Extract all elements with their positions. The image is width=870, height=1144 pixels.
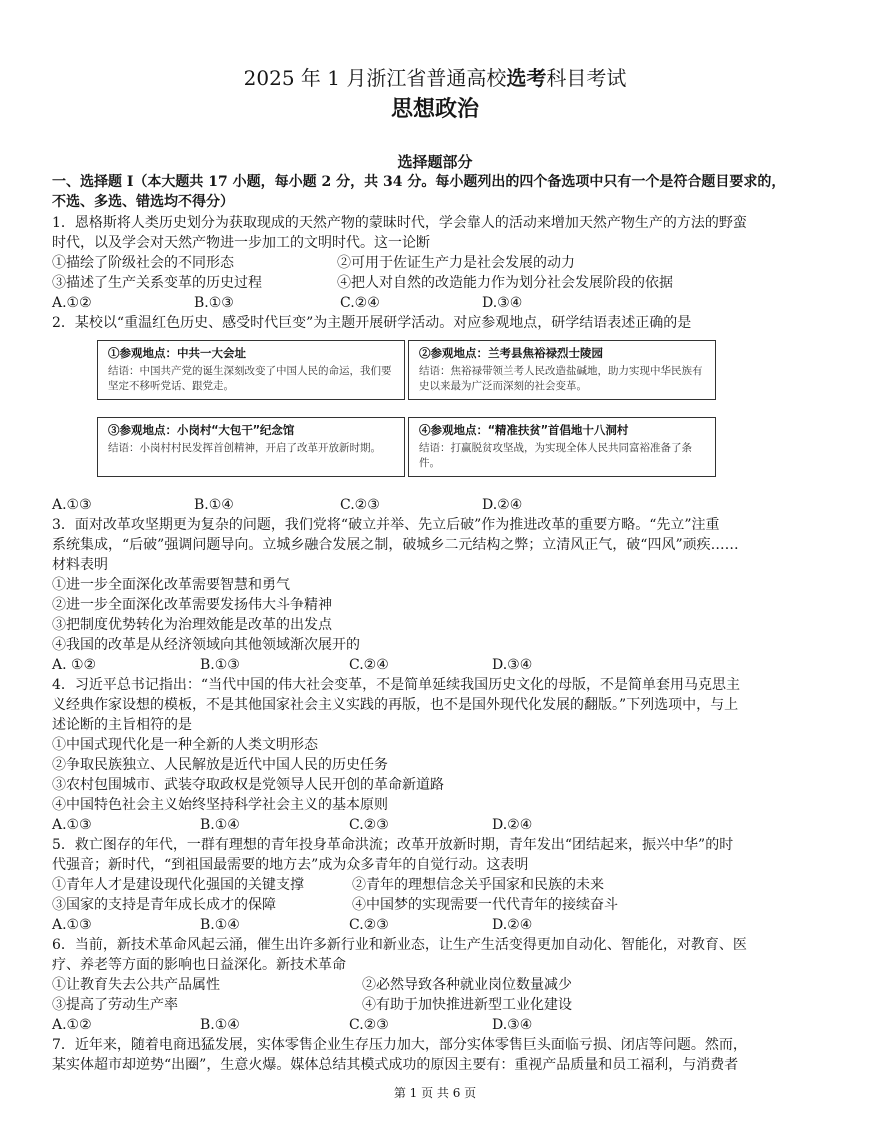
q4-choice-b: B.①④: [200, 817, 240, 833]
q6-statements-row-1: [52, 975, 832, 995]
q2-stem: 2．某校以“重温红色历史、感受时代巨变”为主题开展研学活动。对应参观地点，研学结语表述正确的是: [52, 315, 692, 331]
q4-choice-c: C.②③: [349, 817, 389, 833]
q2-choice-b: B.①④: [194, 497, 234, 513]
q6-statement-4: ④有助于加快推进新型工业化建设: [362, 997, 572, 1013]
q6-statements-row-2: [52, 995, 832, 1015]
q6-choices: [52, 1015, 832, 1035]
q3-stem-1: 3．面对改革攻坚期更为复杂的问题，我们党将“破立并举、先立后破”作为推进改革的重要方略。“先立”注重: [52, 517, 720, 533]
q5-choice-d: D.②④: [492, 917, 533, 933]
q4-stem-1: 4．习近平总书记指出：“当代中国的伟大社会变革，不是简单延续我国历史文化的母版，不是简单套用马克思主: [52, 677, 741, 693]
q1-stem-1: 1．恩格斯将人类历史划分为获取现成的天然产物的蒙昧时代，学会靠人的活动来增加天然产物生产的方法的野蛮: [52, 215, 747, 231]
q5-statements-row-1: [52, 875, 832, 895]
q6-choice-c: C.②③: [349, 1017, 389, 1033]
q2-card-1-title: ①参观地点：中共一大会址: [108, 346, 246, 360]
q1-statements-row-2: [52, 273, 832, 293]
q6-statement-3: ③提高了劳动生产率: [52, 997, 178, 1013]
q5-statements-row-2: [52, 895, 832, 915]
q2-card-4: [408, 417, 716, 477]
q2-choice-a: A.①③: [52, 497, 92, 513]
q6-stem-1: 6．当前，新技术革命风起云涌，催生出许多新行业和新业态，让生产生活变得更加自动化、智能化，对教育、医: [52, 937, 747, 953]
q4-statement-2: ②争取民族独立、人民解放是近代中国人民的历史任务: [52, 757, 388, 773]
q5-statement-2: ②青年的理想信念关乎国家和民族的未来: [352, 877, 604, 893]
q1-stem-2: 时代，以及学会对天然产物进一步加工的文明时代。这一论断: [52, 235, 430, 251]
q5-statement-4: ④中国梦的实现需要一代代青年的接续奋斗: [352, 897, 618, 913]
q4-choices: [52, 815, 832, 835]
q5-choices: [52, 915, 832, 935]
q4-stem-2: 义经典作家设想的模板，不是其他国家社会主义实践的再版，也不是国外现代化发展的翻版。”下列选项中，与上: [52, 697, 739, 713]
q2-choice-c: C.②③: [340, 497, 380, 513]
q2-card-2-title: ②参观地点：兰考县焦裕禄烈士陵园: [419, 346, 603, 360]
q2-card-4-title: ④参观地点：“精准扶贫”首倡地十八洞村: [419, 423, 629, 437]
q6-stem-2: 疗、养老等方面的影响也日益深化。新技术革命: [52, 957, 346, 973]
q2-card-3: [97, 417, 405, 477]
subject-title: 思想政治: [390, 96, 479, 122]
q4-choice-d: D.②④: [492, 817, 533, 833]
q5-choice-c: C.②③: [349, 917, 389, 933]
q3-stem-3: 材料表明: [52, 557, 108, 573]
exam-title: [0, 62, 870, 91]
q3-statement-2: ②进一步全面深化改革需要发扬伟大斗争精神: [52, 597, 332, 613]
q3-choice-d: D.③④: [492, 657, 533, 673]
q5-stem-1: 5．救亡图存的年代，一群有理想的青年投身革命洪流；改革开放新时期，青年发出“团结起来，振兴中华”的时: [52, 837, 734, 853]
q2-choices: [52, 495, 832, 515]
q3-choice-b: B.①③: [200, 657, 240, 673]
q2-card-3-title: ③参观地点：小岗村“大包干”纪念馆: [108, 423, 295, 437]
q3-choice-a: A. ①②: [52, 657, 97, 673]
q3-statement-1: ①进一步全面深化改革需要智慧和勇气: [52, 577, 290, 593]
q1-choice-c: C.②④: [340, 295, 380, 311]
q3-statement-4: ④我国的改革是从经济领域向其他领域渐次展开的: [52, 637, 360, 653]
q2-card-4-text: 结语：打赢脱贫攻坚战，为实现全体人民共同富裕准备了条件。: [419, 442, 692, 469]
q1-choice-a: A.①②: [52, 295, 92, 311]
q1-statement-1: ①描绘了阶级社会的不同形态: [52, 255, 234, 271]
exam-title-bold: 选考: [506, 66, 547, 90]
q2-card-2-text: 结语：焦裕禄带领兰考人民改造盐碱地，助力实现中华民族有史以来最为广泛而深刻的社会变革。: [419, 365, 703, 392]
q2-card-1-text: 结语：中国共产党的诞生深刻改变了中国人民的命运，我们要坚定不移听党话、跟党走。: [108, 365, 392, 392]
exam-title-pre: 2025 年 1 月浙江省普通高校: [243, 66, 507, 90]
q6-choice-d: D.③④: [492, 1017, 533, 1033]
q2-card-1: [97, 340, 405, 400]
q5-choice-b: B.①④: [200, 917, 240, 933]
q2-card-2: [408, 340, 716, 400]
q3-statement-3: ③把制度优势转化为治理效能是改革的出发点: [52, 617, 332, 633]
q1-statement-4: ④把人对自然的改造能力作为划分社会发展阶段的依据: [337, 275, 673, 291]
q3-stem-2: 系统集成，“后破”强调问题导向。立城乡融合发展之制，破城乡二元结构之弊；立清风正气，破“四风”顽疾……: [52, 537, 739, 553]
instructions-line-2: 不选、多选、错选均不得分）: [52, 194, 234, 210]
q7-stem-1: 7．近年来，随着电商迅猛发展，实体零售企业生存压力加大，部分实体零售巨头面临亏损、闭店等问题。然而，: [52, 1037, 747, 1053]
q2-choice-d: D.②④: [482, 497, 523, 513]
q6-choice-a: A.①②: [52, 1017, 92, 1033]
q1-choice-d: D.③④: [482, 295, 523, 311]
q4-statement-1: ①中国式现代化是一种全新的人类文明形态: [52, 737, 318, 753]
q1-choice-b: B.①③: [194, 295, 234, 311]
q3-choices: [52, 655, 832, 675]
q4-statement-3: ③农村包围城市、武装夺取政权是党领导人民开创的革命新道路: [52, 777, 444, 793]
q5-stem-2: 代强音；新时代，“到祖国最需要的地方去”成为众多青年的自觉行动。这表明: [52, 857, 529, 873]
q5-statement-1: ①青年人才是建设现代化强国的关键支撑: [52, 877, 304, 893]
q1-statement-2: ②可用于佐证生产力是社会发展的动力: [337, 255, 575, 271]
q6-choice-b: B.①④: [200, 1017, 240, 1033]
q7-stem-2: 某实体超市却逆势“出圈”，生意火爆。媒体总结其模式成功的原因主要有：重视产品质量和员工福利，与消费者: [52, 1057, 739, 1073]
q1-choices: [52, 293, 832, 313]
q6-statement-1: ①让教育失去公共产品属性: [52, 977, 220, 993]
q6-statement-2: ②必然导致各种就业岗位数量减少: [362, 977, 572, 993]
q5-statement-3: ③国家的支持是青年成长成才的保障: [52, 897, 276, 913]
section-title: 选择题部分: [397, 153, 473, 171]
q4-stem-3: 述论断的主旨相符的是: [52, 717, 192, 733]
q4-choice-a: A.①③: [52, 817, 92, 833]
instructions-line-1: 一、选择题 I（本大题共 17 小题，每小题 2 分，共 34 分。每小题列出的四个备选项中只有一个是符合题目要求的，: [52, 174, 786, 190]
q4-statement-4: ④中国特色社会主义始终坚持科学社会主义的基本原则: [52, 797, 388, 813]
q5-choice-a: A.①③: [52, 917, 92, 933]
page-footer: 第 1 页 共 6 页: [393, 1086, 477, 1100]
q1-statement-3: ③描述了生产关系变革的历史过程: [52, 275, 262, 291]
exam-title-post: 科目考试: [546, 66, 627, 90]
q2-card-3-text: 结语：小岗村村民发挥首创精神，开启了改革开放新时期。: [108, 442, 381, 454]
q3-choice-c: C.②④: [349, 657, 389, 673]
q1-statements-row-1: [52, 253, 832, 273]
